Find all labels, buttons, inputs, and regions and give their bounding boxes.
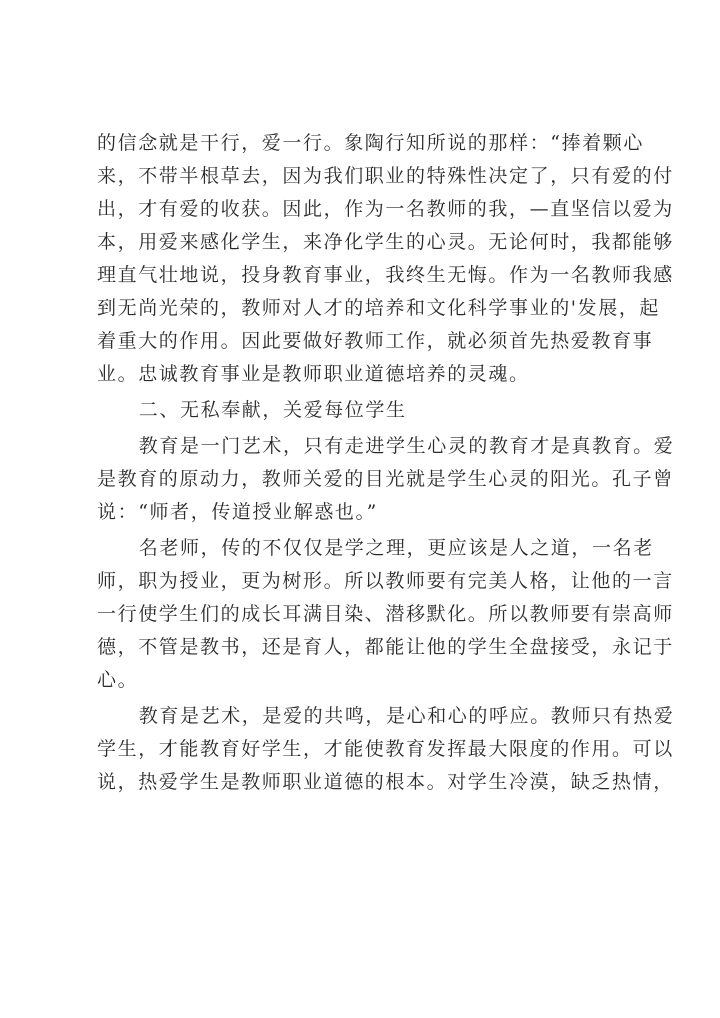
text-line: 德，不管是教书，还是育人，都能让他的学生全盘接受，永记于: [97, 636, 674, 658]
text-line: 到无尚光荣的，教师对人才的培养和文化科学事业的'发展，起: [97, 297, 661, 319]
text-line: 学生，才能教育好学生，才能使教育发挥最大限度的作用。可以: [97, 738, 674, 760]
text-line: 一行使学生们的成长耳满目染、潜移默化。所以教师要有崇高师: [97, 603, 674, 625]
text-line: 本，用爱来感化学生，来净化学生的心灵。无论何时，我都能够: [97, 231, 674, 253]
section-heading: [97, 394, 637, 427]
text-line: 着重大的作用。因此要做好教师工作，就必须首先热爱教育事: [97, 330, 654, 352]
text-line: 说，热爱学生是教师职业道德的根本。对学生冷漠，缺乏热情，: [97, 771, 674, 793]
text-line: 教育是一门艺术，只有走进学生心灵的教育才是真教育。爱: [138, 435, 675, 457]
text-line: 心。: [97, 669, 139, 691]
paragraph-3: [97, 532, 674, 697]
text-line: 来，不带半根草去，因为我们职业的特殊性决定了，只有爱的付: [97, 165, 674, 187]
paragraph-1: [97, 127, 674, 391]
text-line: 出，才有爱的收获。因此，作为一名教师的我，—直坚信以爱为: [97, 198, 674, 220]
text-line: 理直气壮地说，投身教育事业，我终生无悔。作为一名教师我感: [97, 264, 674, 286]
text-line: 是教育的原动力，教师关爱的目光就是学生心灵的阳光。孔子曾: [97, 468, 674, 490]
text-line: 的信念就是干行，爱一行。象陶行知所说的那样：“捧着颗心: [97, 132, 644, 154]
text-line: 教育是艺术，是爱的共鸣，是心和心的呼应。教师只有热爱: [138, 705, 675, 727]
paragraph-2: [97, 430, 675, 529]
text-line: 业。忠诚教育事业是教师职业道德培养的灵魂。: [97, 363, 530, 385]
paragraph-4: [97, 700, 675, 799]
text-line: 说：“师者，传道授业解惑也。”: [97, 501, 378, 523]
text-line: 名老师，传的不仅仅是学之理，更应该是人之道，一名老: [138, 537, 654, 559]
section-heading-text: 二、无私奉献，关爱每位学生: [138, 399, 407, 421]
text-line: 师，职为授业，更为树形。所以教师要有完美人格，让他的一言: [97, 570, 674, 592]
document-body: [97, 127, 675, 802]
